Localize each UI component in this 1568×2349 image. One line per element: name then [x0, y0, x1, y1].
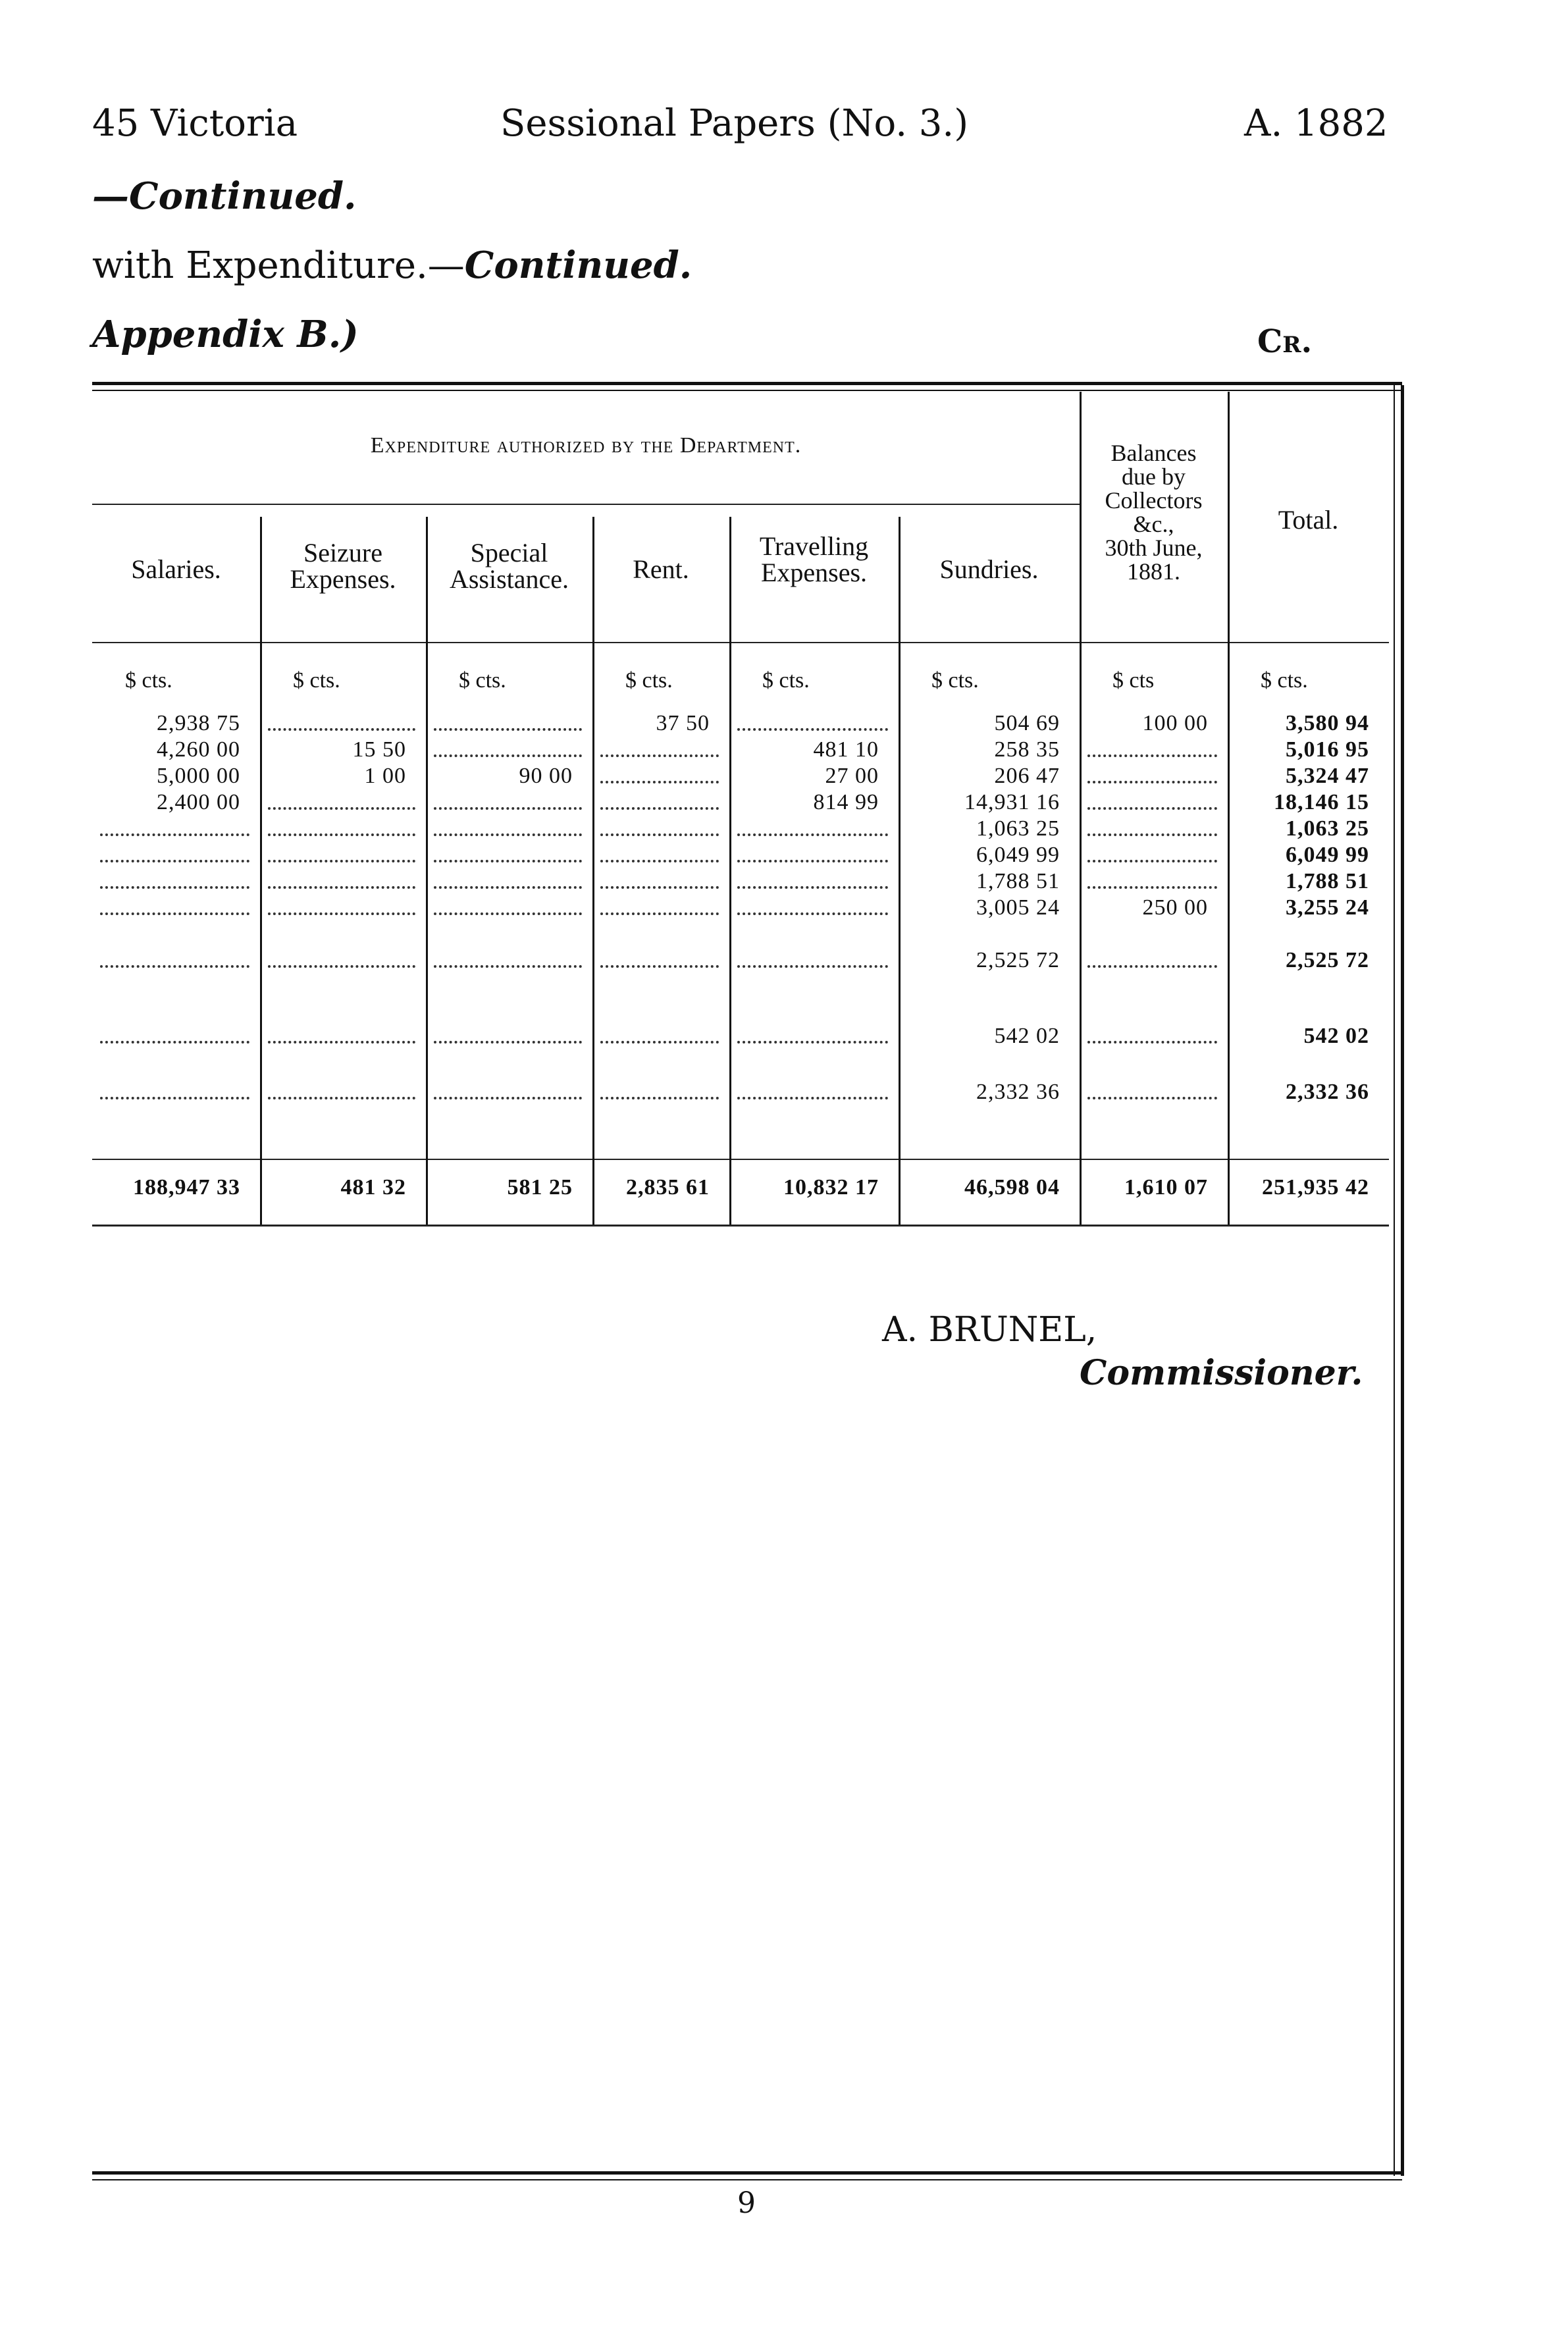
table-cell: 2,525 72: [1286, 948, 1369, 972]
table-cell: 100 00: [1142, 711, 1208, 735]
table-cell: 14,931 16: [964, 790, 1060, 814]
table-cell: 1,063 25: [1286, 816, 1369, 841]
table-cell: 250 00: [1142, 895, 1208, 920]
leader-dots: [434, 910, 582, 915]
leader-dots: [737, 831, 888, 836]
leader-dots: [600, 963, 719, 968]
total-cell: 581 25: [507, 1175, 573, 1200]
leader-dots: [600, 1094, 719, 1099]
leader-dots: [1087, 778, 1217, 783]
table-cell: 15 50: [352, 737, 406, 762]
table-cell: 1 00: [364, 764, 406, 788]
leader-dots: [100, 963, 249, 968]
col-head-sundries: Sundries.: [939, 554, 1039, 584]
unit-label: $ cts.: [625, 668, 673, 693]
table-cell: 1,788 51: [1286, 869, 1369, 893]
total-cell: 1,610 07: [1124, 1175, 1208, 1200]
table-cell: 37 50: [656, 711, 710, 735]
leader-dots: [737, 857, 888, 862]
page-number: 9: [737, 2186, 756, 2220]
table-cell: 6,049 99: [1286, 843, 1369, 867]
header-bottom-rule: [92, 642, 1389, 643]
col-head-rent: Rent.: [633, 554, 689, 584]
with-expenditure-prefix: with Expenditure.—: [92, 244, 465, 287]
table-cell: 2,400 00: [157, 790, 240, 814]
with-expenditure-suffix: Continued.: [464, 244, 693, 287]
table-cell: 1,788 51: [976, 869, 1060, 893]
leader-dots: [1087, 963, 1217, 968]
table-cell: 2,525 72: [976, 948, 1060, 972]
leader-dots: [1087, 884, 1217, 889]
unit-label: $ cts: [1112, 668, 1155, 693]
total-cell: 481 32: [340, 1175, 406, 1200]
total-cell: 2,835 61: [626, 1175, 710, 1200]
table-cell: 5,016 95: [1286, 737, 1369, 762]
expenditure-table: [92, 392, 1389, 1228]
totals-top-rule: [92, 1159, 1389, 1160]
leader-dots: [737, 726, 888, 731]
leader-dots: [100, 910, 249, 915]
col-sep-5: [899, 517, 901, 1225]
table-bottom-rule: [92, 1225, 1389, 1227]
right-border-rule: [1401, 385, 1404, 2176]
leader-dots: [100, 831, 249, 836]
bottom-rule-thick: [92, 2171, 1402, 2175]
leader-dots: [600, 805, 719, 810]
col-head-salaries: Salaries.: [131, 554, 221, 584]
table-cell: 4,260 00: [157, 737, 240, 762]
leader-dots: [100, 857, 249, 862]
continued-heading: —Continued.: [92, 174, 357, 218]
col-head-special: Special Assistance.: [449, 538, 569, 594]
leader-dots: [600, 910, 719, 915]
col-head-balances: Balances due by Collectors &c., 30th June, 1881.: [1105, 440, 1203, 585]
top-rule-thick: [92, 382, 1402, 385]
table-cell: 6,049 99: [976, 843, 1060, 867]
table-cell: 90 00: [519, 764, 573, 788]
leader-dots: [1087, 752, 1217, 757]
unit-label: $ cts.: [293, 668, 340, 693]
table-cell: 5,000 00: [157, 764, 240, 788]
top-rule-thin: [92, 390, 1402, 391]
table-cell: 2,938 75: [157, 711, 240, 735]
leader-dots: [268, 1038, 415, 1043]
table-cell: 1,063 25: [976, 816, 1060, 841]
leader-dots: [100, 1038, 249, 1043]
leader-dots: [737, 1038, 888, 1043]
leader-dots: [100, 1094, 249, 1099]
leader-dots: [1087, 1038, 1217, 1043]
leader-dots: [1087, 831, 1217, 836]
right-border-inner-rule: [1394, 385, 1395, 2176]
table-cell: 481 10: [813, 737, 879, 762]
total-cell: 10,832 17: [783, 1175, 879, 1200]
leader-dots: [600, 857, 719, 862]
table-cell: 18,146 15: [1274, 790, 1369, 814]
table-cell: 5,324 47: [1286, 764, 1369, 788]
col-head-seizure: Seizure Expenses.: [290, 538, 396, 594]
table-cell: 3,005 24: [976, 895, 1060, 920]
table-cell: 504 69: [994, 711, 1060, 735]
leader-dots: [268, 726, 415, 731]
table-cell: 814 99: [813, 790, 879, 814]
leader-dots: [268, 1094, 415, 1099]
leader-dots: [1087, 1094, 1217, 1099]
leader-dots: [434, 805, 582, 810]
leader-dots: [434, 1094, 582, 1099]
table-cell: 3,255 24: [1286, 895, 1369, 920]
leader-dots: [1087, 805, 1217, 810]
leader-dots: [434, 726, 582, 731]
unit-label: $ cts.: [1261, 668, 1308, 693]
col-sep-2: [426, 517, 428, 1225]
group-title-rule: [92, 504, 1080, 505]
total-cell: 46,598 04: [964, 1175, 1060, 1200]
leader-dots: [434, 884, 582, 889]
leader-dots: [737, 910, 888, 915]
leader-dots: [434, 1038, 582, 1043]
unit-label: $ cts.: [459, 668, 506, 693]
leader-dots: [600, 884, 719, 889]
total-cell: 251,935 42: [1262, 1175, 1369, 1200]
with-expenditure-heading: [92, 244, 693, 287]
table-cell: 206 47: [994, 764, 1060, 788]
header-right: A. 1882: [1244, 102, 1388, 145]
leader-dots: [434, 857, 582, 862]
col-sep-3: [592, 517, 594, 1225]
leader-dots: [434, 963, 582, 968]
bottom-rule-thin: [92, 2179, 1402, 2180]
cr-label: Cr.: [1257, 323, 1313, 360]
leader-dots: [268, 910, 415, 915]
table-cell: 3,580 94: [1286, 711, 1369, 735]
leader-dots: [600, 752, 719, 757]
leader-dots: [600, 778, 719, 783]
unit-label: $ cts.: [762, 668, 810, 693]
leader-dots: [434, 831, 582, 836]
header-center: Sessional Papers (No. 3.): [500, 102, 969, 145]
table-cell: 542 02: [994, 1024, 1060, 1048]
table-cell: 258 35: [994, 737, 1060, 762]
leader-dots: [600, 1038, 719, 1043]
leader-dots: [100, 884, 249, 889]
col-sep-4: [729, 517, 731, 1225]
col-head-total: Total.: [1278, 505, 1339, 535]
unit-label: $ cts.: [125, 668, 172, 693]
table-cell: 2,332 36: [1286, 1080, 1369, 1104]
group-title: Expenditure authorized by the Department.: [370, 433, 802, 458]
col-sep-1: [260, 517, 262, 1225]
header-left: 45 Victoria: [92, 102, 298, 145]
leader-dots: [600, 831, 719, 836]
leader-dots: [737, 1094, 888, 1099]
table-cell: 542 02: [1303, 1024, 1369, 1048]
leader-dots: [268, 963, 415, 968]
col-head-travelling: Travelling Expenses.: [759, 531, 869, 587]
leader-dots: [268, 805, 415, 810]
table-cell: 2,332 36: [976, 1080, 1060, 1104]
leader-dots: [268, 857, 415, 862]
table-cell: 27 00: [825, 764, 879, 788]
unit-label: $ cts.: [931, 668, 979, 693]
leader-dots: [268, 884, 415, 889]
leader-dots: [1087, 857, 1217, 862]
signature-name: A. BRUNEL,: [882, 1310, 1097, 1350]
leader-dots: [268, 831, 415, 836]
leader-dots: [434, 752, 582, 757]
appendix-heading: Appendix B.): [92, 313, 359, 356]
total-cell: 188,947 33: [133, 1175, 240, 1200]
leader-dots: [737, 963, 888, 968]
leader-dots: [737, 884, 888, 889]
signature-title: Commissioner.: [1080, 1353, 1363, 1393]
